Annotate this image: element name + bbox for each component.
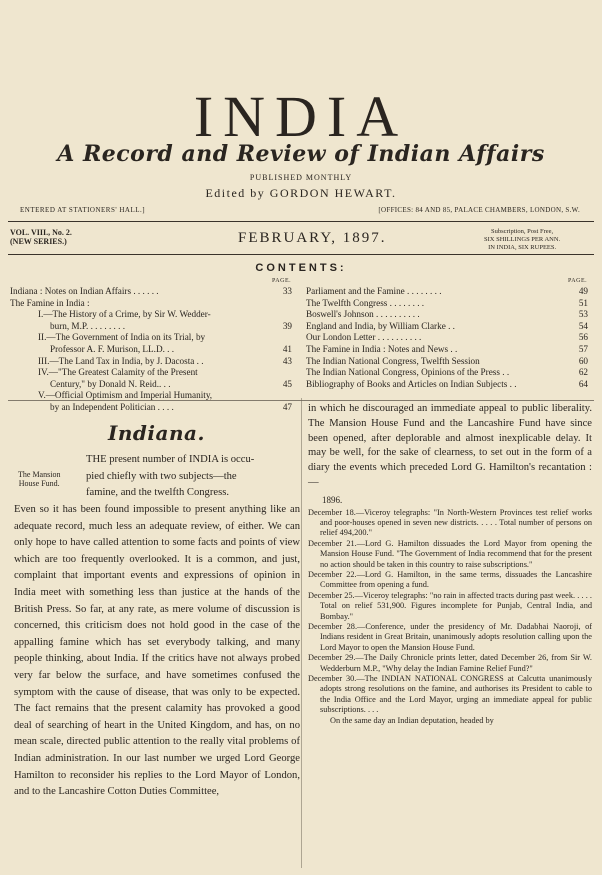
contents-entry-title: The Indian National Congress, Opinions of the Press . . bbox=[306, 367, 510, 378]
page-label-right: PAGE. bbox=[568, 278, 588, 284]
diary-entry bbox=[308, 653, 592, 674]
journal-title: INDIA bbox=[193, 84, 409, 149]
contents-entry-page: 62 bbox=[578, 367, 588, 378]
contents-entry bbox=[10, 344, 292, 356]
entered-notice: ENTERED AT STATIONERS' HALL.] bbox=[20, 206, 146, 214]
contents-entry-title: The Twelfth Congress . . . . . . . . bbox=[306, 297, 425, 308]
section-title: Indiana. bbox=[108, 421, 205, 445]
diary-entry-text: —Viceroy telegraphs: "no rain in affected tracts during past week. . . . . Total on relief 531,900. Figures incomplete for Punjab, Central India, and Bombay." bbox=[320, 590, 592, 621]
diary-entry-text: —Viceroy telegraphs: "In North-Western Provinces test relief works and poor-houses opened in seven new districts. . . . . Total number of persons on relief 494,200." bbox=[320, 507, 592, 538]
contents-entry-title: III.—The Land Tax in India, by J. Dacosta . . bbox=[38, 355, 204, 366]
contents-entry-page: 64 bbox=[578, 378, 588, 389]
diary-entry bbox=[308, 591, 592, 622]
contents-entry-page: 51 bbox=[578, 297, 588, 308]
contents-entry-page: 47 bbox=[282, 401, 292, 412]
contents-entry-title: The Indian National Congress, Twelfth Session bbox=[306, 355, 480, 366]
contents-entry bbox=[306, 356, 588, 368]
contents-entry bbox=[306, 344, 588, 356]
contents-entry-page: 56 bbox=[578, 332, 588, 343]
contents-entry bbox=[10, 379, 292, 391]
contents-entry bbox=[306, 367, 588, 379]
contents-entry-title: Bibliography of Books and Articles on Indian Subjects . . bbox=[306, 378, 517, 389]
body-text: Even so it has been found impossible to present anything like an adequate record, much less an adequate review, of either. We can only hope to have called attention to some facts and points of view which are too frequently overlooked. It is a common, and just, complaint that important events and expressions of opinion in India meet with something less than justice at the hands of the British Press. So far, at any rate, as mere volume of discussion is concerned, this criticism does not hold good in the case of the appalling famine which has set everybody talking, and many people thinking, about India. If the critics have not always probed very far below the surface, and have sometimes confused the symptom with the cause of disease, that was only to be expected. The fact remains that the present calamity has provoked a good deal of searching of heart in the United Kingdom, and has, on no mean scale, directed public attention to the really vital problems of Indian administration. In our last number we urged Lord George Hamilton to reconsider his replies to the Lord Mayor of London, and to the Lancashire Cotton Duties Committee, bbox=[14, 504, 300, 798]
column-divider bbox=[301, 398, 302, 868]
contents-entry-title: IV.—"The Greatest Calamity of the Present bbox=[38, 367, 198, 378]
contents-entry-title: by an Independent Politician . . . . bbox=[50, 401, 174, 412]
diary-entry-date: December 28. bbox=[308, 622, 358, 632]
margin-note bbox=[18, 470, 60, 488]
contents-entry-title: II.—The Government of India on its Trial, by bbox=[38, 332, 206, 343]
body-paragraph bbox=[14, 502, 300, 801]
closing-line: On the same day an Indian deputation, headed by bbox=[330, 715, 494, 725]
contents-entry-page: 53 bbox=[578, 309, 588, 320]
margin-note-line-2: House Fund. bbox=[18, 479, 60, 488]
diary-entry bbox=[308, 539, 592, 570]
contents-entry-title: burn, M.P. . . . . . . . . bbox=[50, 320, 126, 331]
contents-entry bbox=[306, 379, 588, 391]
masthead-rule-top bbox=[8, 221, 594, 222]
contents-entry-title: Indiana : Notes on Indian Affairs . . . . . . bbox=[10, 286, 159, 296]
diary-entry-text: —Lord G. Hamilton, in the same terms, dissuades the Lancashire Committee from opening a fund. bbox=[320, 570, 592, 590]
contents-entry-page: 41 bbox=[282, 343, 292, 354]
contents-entry-title: The Famine in India : Notes and News . . bbox=[306, 343, 458, 354]
volume-series: (NEW SERIES.) bbox=[10, 237, 67, 246]
contents-entry-page: 43 bbox=[282, 355, 292, 366]
editor-line: Edited by GORDON HEWART. bbox=[205, 186, 397, 200]
price-line-3: IN INDIA, SIX RUPEES. bbox=[488, 244, 557, 251]
contents-entry bbox=[10, 321, 292, 333]
contents-entry bbox=[10, 286, 292, 298]
contents-entry-page: 54 bbox=[578, 320, 588, 331]
contents-left-column bbox=[10, 286, 292, 414]
lead-paragraph bbox=[86, 452, 300, 502]
price-line-2: SIX SHILLINGS PER ANN. bbox=[484, 236, 561, 243]
diary-entry bbox=[308, 622, 592, 653]
offices-notice: [OFFICES: 84 AND 85, PALACE CHAMBERS, LONDON, S.W. bbox=[378, 206, 580, 214]
contents-entry bbox=[10, 309, 292, 321]
lead-line-1: THE present number of INDIA is occu- bbox=[86, 454, 255, 465]
volume-number: VOL. VIII., No. 2. bbox=[10, 228, 72, 237]
issue-date: FEBRUARY, 1897. bbox=[238, 230, 387, 246]
contents-entry-page: 57 bbox=[578, 343, 588, 354]
contents-entry bbox=[10, 298, 292, 310]
contents-entry-page: 45 bbox=[282, 378, 292, 389]
diary-entries bbox=[308, 508, 592, 716]
diary-entry-date: December 21. bbox=[308, 538, 357, 548]
right-column bbox=[308, 402, 592, 726]
diary-entry-text: —Lord G. Hamilton dissuades the Lord Mayor from opening the Mansion House Fund. "The Government of India recommend that for the present no action should be taken in this country to raise subscriptions." bbox=[320, 538, 592, 569]
contents-entry-title: Boswell's Johnson . . . . . . . . . . bbox=[306, 309, 420, 320]
price-line-1: Subscription, Post Free, bbox=[491, 228, 554, 235]
contents-entry bbox=[10, 402, 292, 414]
contents-heading: CONTENTS: bbox=[255, 262, 347, 274]
diary-entry-text: —Conference, under the presidency of Mr. Dadabhai Naoroji, of Indians resident in Great Britain, unanimously adopts resolution calling upon the Lord Mayor to open the Mansion House Fund. bbox=[320, 622, 592, 652]
contents-entry-page: 39 bbox=[282, 320, 292, 331]
contents-entry bbox=[10, 332, 292, 344]
contents-entry-title: Our London Letter . . . . . . . . . . bbox=[306, 332, 422, 343]
contents-entry-title: V.—Official Optimism and Imperial Humanity, bbox=[38, 390, 213, 401]
diary-entry bbox=[308, 570, 592, 591]
contents-entry bbox=[306, 332, 588, 344]
contents-entry-title: England and India, by William Clarke . . bbox=[306, 320, 455, 331]
contents-entry bbox=[306, 321, 588, 333]
contents-entry bbox=[306, 286, 588, 298]
contents-entry bbox=[306, 309, 588, 321]
contents-right-column bbox=[306, 286, 588, 390]
masthead-rule-bottom bbox=[8, 254, 594, 255]
diary-entry-date: December 18. bbox=[308, 507, 356, 517]
journal-subtitle: A Record and Review of Indian Affairs bbox=[57, 141, 545, 167]
diary-entry-date: December 30. bbox=[308, 674, 357, 684]
contents-entry-page: 33 bbox=[282, 286, 292, 296]
contents-entry-title: Parliament and the Famine . . . . . . . . bbox=[306, 286, 442, 296]
contents-entry bbox=[10, 367, 292, 379]
diary-entry-date: December 22. bbox=[308, 570, 357, 580]
diary-entry bbox=[308, 674, 592, 716]
intro-text: in which he discouraged an immediate appeal to public liberality. The Mansion House Fund and the Lancashire Fund have since been opened, after deplorable and almost inexplicable delay. It may be well, for the sake of clearness, to set out in the form of a diary the events which preceded Lord G. Hamilton's recantation :— bbox=[308, 403, 592, 488]
contents-entry-page: 49 bbox=[578, 286, 588, 296]
diary-entry-date: December 29. bbox=[308, 653, 356, 663]
margin-note-line-1: The Mansion bbox=[18, 470, 61, 479]
diary-entry bbox=[308, 508, 592, 539]
lead-line-3: famine, and the twelfth Congress. bbox=[86, 487, 229, 499]
diary-entry-text: —The INDIAN NATIONAL CONGRESS at Calcutta unanimously adopts strong resolutions on the famine, and authorises its President to cable to the India Office and the Lord Mayor, urging an immediate appeal for public subscriptions. . . . bbox=[320, 674, 592, 715]
diary-year: 1896. bbox=[322, 494, 343, 505]
volume-info bbox=[10, 228, 72, 246]
publication-frequency: PUBLISHED MONTHLY bbox=[249, 173, 353, 182]
diary-entry-text: —The Daily Chronicle prints letter, dated December 26, from Sir W. Wedderburn M.P., "Why delay the Indian Famine Relief Fund?" bbox=[320, 653, 592, 673]
contents-entry bbox=[306, 298, 588, 310]
contents-entry-title: The Famine in India : bbox=[10, 297, 90, 308]
diary-entry-date: December 25. bbox=[308, 590, 355, 600]
subscription-info bbox=[484, 228, 560, 252]
lead-line-2: pied chiefly with two subjects—the bbox=[86, 470, 237, 482]
page-label-left: PAGE. bbox=[272, 278, 292, 284]
contents-entry-title: I.—The History of a Crime, by Sir W. Wedder- bbox=[38, 309, 211, 320]
contents-entry-page: 60 bbox=[578, 355, 588, 366]
contents-entry-title: Professor A. F. Murison, LL.D. . . bbox=[50, 343, 175, 354]
contents-entry bbox=[10, 356, 292, 368]
contents-entry-title: Century," by Donald N. Reid.. . . bbox=[50, 378, 171, 389]
